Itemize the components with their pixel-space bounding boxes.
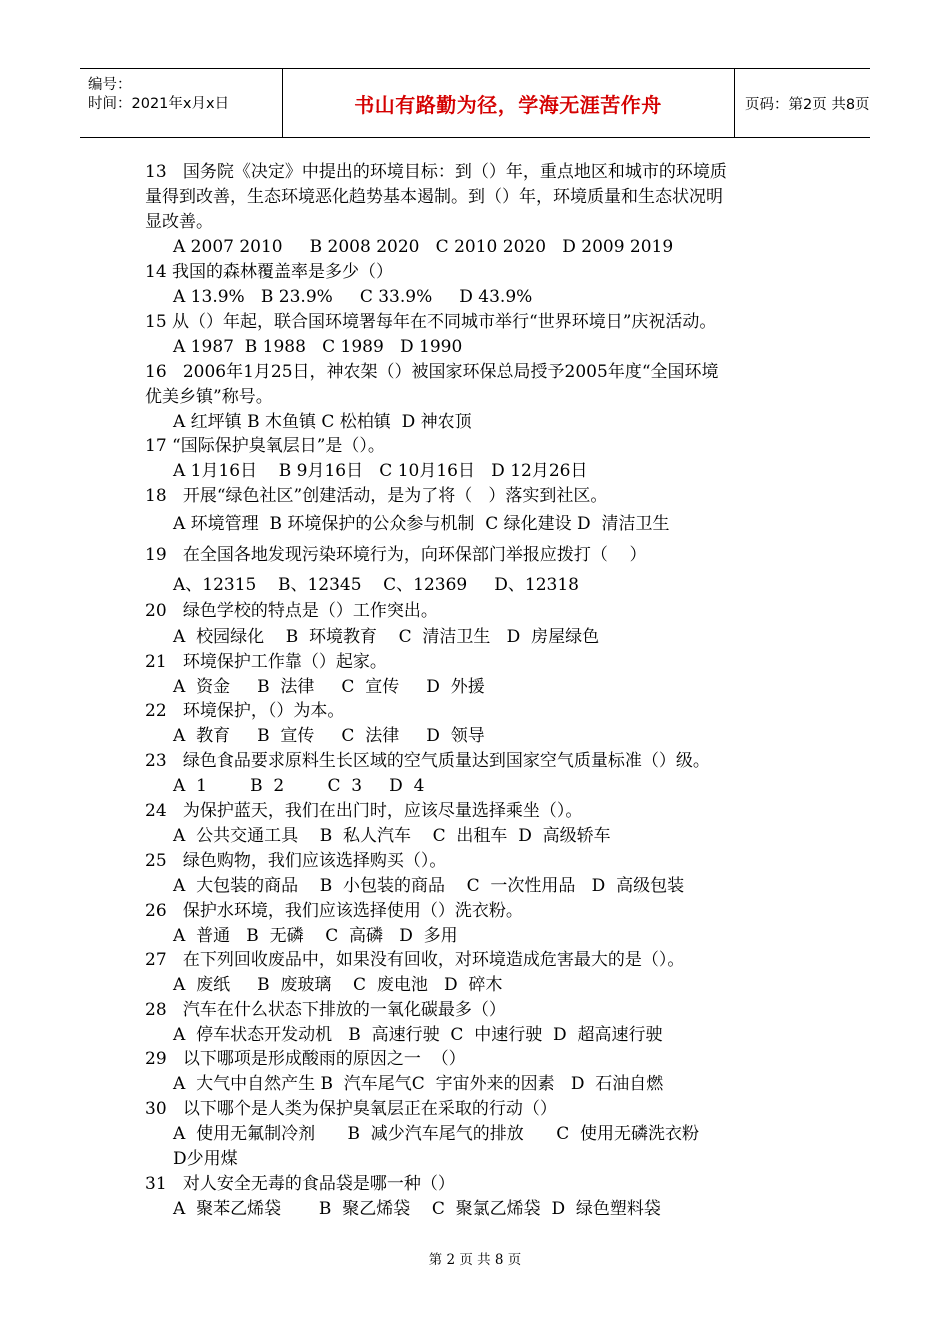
text-line: A 1 B 2 C 3 D 4 — [173, 776, 425, 796]
text-line: 22 环境保护，（）为本。 — [145, 701, 345, 721]
text-line: D少用煤 — [173, 1149, 238, 1169]
text-line: 30 以下哪个是人类为保护臭氧层正在采取的行动（） — [145, 1099, 557, 1119]
text-line: A 公共交通工具 B 私人汽车 C 出租车 D 高级轿车 — [173, 826, 611, 846]
text-line: 23 绿色食品要求原料生长区域的空气质量达到国家空气质量标准（）级。 — [145, 751, 710, 771]
page-footer: 第 2 页 共 8 页 — [428, 1252, 522, 1268]
text-line: A 校园绿化 B 环境教育 C 清洁卫生 D 房屋绿色 — [173, 627, 600, 647]
date-label: 时间：2021年x月x日 — [88, 96, 230, 112]
text-line: 显改善。 — [145, 212, 213, 232]
page-header — [80, 68, 870, 138]
text-line: A 红坪镇 B 木鱼镇 C 松柏镇 D 神农顶 — [173, 412, 472, 432]
text-line: 优美乡镇”称号。 — [145, 387, 273, 407]
header-left-cell — [80, 69, 283, 137]
text-line: 18 开展“绿色社区”创建活动，是为了将（ ）落实到社区。 — [145, 486, 608, 506]
text-line: A 废纸 B 废玻璃 C 废电池 D 碎木 — [173, 975, 503, 995]
text-line: 25 绿色购物，我们应该选择购买（）。 — [145, 851, 447, 871]
text-line: A 1987 B 1988 C 1989 D 1990 — [173, 337, 463, 357]
text-line: 28 汽车在什么状态下排放的一氧化碳最多（） — [145, 1000, 506, 1020]
text-line: A 使用无氟制冷剂 B 减少汽车尾气的排放 C 使用无磷洗衣粉 — [173, 1124, 700, 1144]
text-line: 15 从（）年起，联合国环境署每年在不同城市举行“世界环境日”庆祝活动。 — [145, 312, 717, 332]
text-line: 19 在全国各地发现污染环境行为，向环保部门举报应拨打（ ） — [145, 545, 647, 565]
text-line: A 聚苯乙烯袋 B 聚乙烯袋 C 聚氯乙烯袋 D 绿色塑料袋 — [173, 1199, 661, 1219]
text-line: A 大气中自然产生 B 汽车尾气C 宇宙外来的因素 D 石油自燃 — [173, 1074, 664, 1094]
text-line: A 教育 B 宣传 C 法律 D 领导 — [173, 726, 485, 746]
text-line: 29 以下哪项是形成酸雨的原因之一 （） — [145, 1049, 466, 1069]
motto-text: 书山有路勤为径，学海无涯苦作舟 — [354, 92, 662, 117]
text-line: A 资金 B 法律 C 宣传 D 外援 — [173, 677, 485, 697]
text-line: 27 在下列回收废品中，如果没有回收，对环境造成危害最大的是（）。 — [145, 950, 685, 970]
text-line: A 1月16日 B 9月16日 C 10月16日 D 12月26日 — [173, 461, 588, 481]
header-page-cell — [735, 69, 870, 137]
text-line: 17 “国际保护臭氧层日”是（）。 — [145, 436, 385, 456]
text-line: A 13.9% B 23.9% C 33.9% D 43.9% — [173, 287, 533, 307]
text-line: A 普通 B 无磷 C 高磷 D 多用 — [173, 926, 458, 946]
text-line: A 2007 2010 B 2008 2020 C 2010 2020 D 2009 2019 — [173, 237, 674, 257]
text-line: 31 对人安全无毒的食品袋是哪一种（） — [145, 1174, 455, 1194]
header-motto-cell — [282, 69, 735, 137]
text-line: A 停车状态开发动机 B 高速行驶 C 中速行驶 D 超高速行驶 — [173, 1025, 663, 1045]
text-line: 14 我国的森林覆盖率是多少（） — [145, 262, 394, 282]
text-line: 21 环境保护工作靠（）起家。 — [145, 652, 387, 672]
text-line: 24 为保护蓝天，我们在出门时，应该尽量选择乘坐（）。 — [145, 801, 583, 821]
text-line: 13 国务院《决定》中提出的环境目标：到（）年，重点地区和城市的环境质 — [145, 162, 727, 182]
text-line: A 大包装的商品 B 小包装的商品 C 一次性用品 D 高级包装 — [173, 876, 685, 896]
text-line: 16 2006年1月25日，神农架（）被国家环保总局授予2005年度“全国环境 — [145, 362, 719, 382]
text-line: 26 保护水环境，我们应该选择使用（）洗衣粉。 — [145, 901, 523, 921]
code-label: 编号： — [88, 77, 132, 93]
text-line: A、12315 B、12345 C、12369 D、12318 — [173, 575, 579, 595]
text-line: 量得到改善，生态环境恶化趋势基本遏制。到（）年，环境质量和生态状况明 — [145, 187, 723, 207]
text-line: 20 绿色学校的特点是（）工作突出。 — [145, 601, 438, 621]
page-number-label: 页码：第2页 共8页 — [745, 96, 870, 113]
text-line: A 环境管理 B 环境保护的公众参与机制 C 绿化建设 D 清洁卫生 — [173, 514, 670, 534]
